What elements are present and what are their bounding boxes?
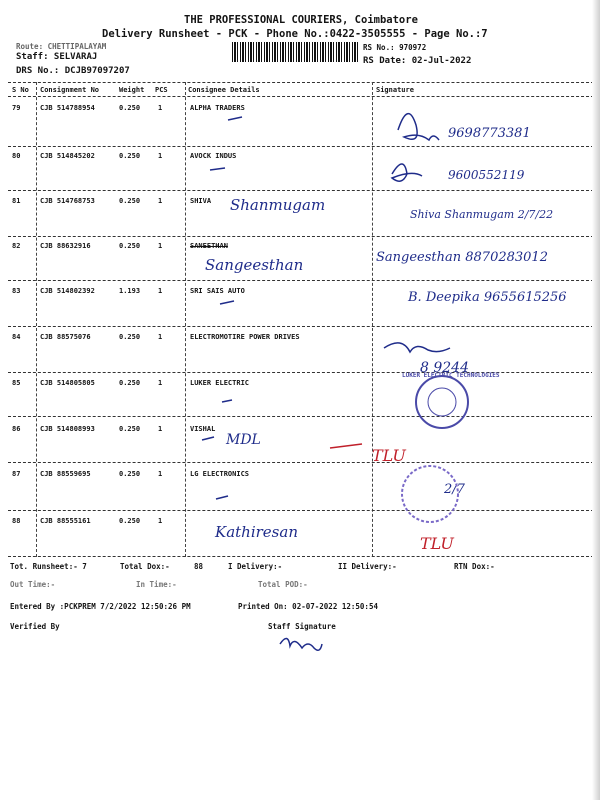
sno: 84: [12, 333, 21, 341]
verified-by: Verified By: [10, 622, 60, 631]
weight: 1.193: [119, 287, 141, 295]
col-consignment: Consignment No: [40, 86, 100, 94]
sno: 79: [12, 104, 21, 112]
consignee: LUKER ELECTRIC: [190, 379, 250, 387]
rtn-dox: RTN Dox:-: [454, 562, 495, 571]
pcs: 1: [158, 470, 163, 478]
company-title: THE PROFESSIONAL COURIERS, Coimbatore: [184, 14, 418, 26]
weight: 0.250: [119, 425, 141, 433]
col-pcs: PCS: [155, 86, 168, 94]
consignee: VISHAL: [190, 425, 216, 433]
pcs: 1: [158, 517, 163, 525]
consignment-no: CJB 88559695: [40, 470, 91, 478]
signature-scribble: [398, 114, 439, 140]
i-delivery: I Delivery:-: [228, 562, 283, 571]
consignment-no: CJB 514802392: [40, 287, 95, 295]
sno: 82: [12, 242, 21, 250]
company-stamp: [416, 376, 468, 428]
handwritten-name: Shanmugam: [230, 196, 326, 214]
pcs: 1: [158, 379, 163, 387]
total-pod: Total POD:-: [258, 580, 308, 589]
staff: Staff: SELVARAJ: [16, 52, 98, 62]
consignment-no: CJB 88555161: [40, 517, 91, 525]
tick-mark: [228, 117, 242, 120]
sno: 88: [12, 517, 21, 525]
weight: 0.250: [119, 104, 141, 112]
consignee: LG ELECTRONICS: [190, 470, 250, 478]
col-signature: Signature: [376, 86, 414, 94]
sno: 87: [12, 470, 21, 478]
consignee: ALPHA TRADERS: [190, 104, 245, 112]
consignment-no: CJB 514788954: [40, 104, 95, 112]
consignment-no: CJB 88632916: [40, 242, 91, 250]
out-time: Out Time:-: [10, 580, 56, 589]
sno: 83: [12, 287, 21, 295]
tick-mark: [222, 400, 232, 402]
tick-mark: [202, 437, 214, 440]
stamp-text: LUKER ELECTRIC TECHNOLOGIES: [402, 372, 500, 379]
pcs: 1: [158, 152, 163, 160]
tick-mark: [216, 496, 228, 499]
signature-phone: 9698773381: [448, 126, 531, 141]
ii-delivery: II Delivery:-: [338, 562, 397, 571]
weight: 0.250: [119, 379, 141, 387]
pcs: 1: [158, 104, 163, 112]
weight: 0.250: [119, 242, 141, 250]
consignment-no: CJB 88575076: [40, 333, 91, 341]
consignee: SANEETHAN: [190, 242, 228, 250]
runsheet-subtitle: Delivery Runsheet - PCK - Phone No.:0422-3505555 - Page No.:7: [102, 28, 488, 40]
consignment-no: CJB 514808993: [40, 425, 95, 433]
scan-edge: [592, 0, 600, 800]
col-weight: Weight: [119, 86, 145, 94]
weight: 0.250: [119, 470, 141, 478]
printed-on: Printed On: 02-07-2022 12:50:54: [238, 602, 378, 611]
staff-signature-scribble: [280, 638, 322, 650]
total-dox-value: 88: [194, 562, 204, 571]
consignee: SHIVA: [190, 197, 212, 205]
signature-phone: 9600552119: [448, 168, 525, 182]
weight: 0.250: [119, 197, 141, 205]
sno: 86: [12, 425, 21, 433]
drs-number: DRS No.: DCJB97097207: [16, 66, 130, 76]
red-mark: [330, 444, 362, 448]
pcs: 1: [158, 242, 163, 250]
consignee: AVOCK INDUS: [190, 152, 237, 160]
consignment-no: CJB 514805805: [40, 379, 95, 387]
signature-phone: Sangeesthan 8870283012: [376, 250, 548, 265]
signature-phone: 8 9244: [420, 360, 469, 376]
weight: 0.250: [119, 517, 141, 525]
signature-phone: TLU: [420, 534, 454, 553]
entered-by: Entered By :PCKPREM 7/2/2022 12:50:26 PM: [10, 602, 191, 611]
col-consignee: Consignee Details: [188, 86, 260, 94]
signature-phone: 2/7: [444, 482, 465, 497]
route: Route: CHETTIPALAYAM: [16, 42, 107, 51]
pcs: 1: [158, 333, 163, 341]
sno: 81: [12, 197, 21, 205]
pcs: 1: [158, 425, 163, 433]
company-stamp: [402, 466, 458, 522]
signature-phone: B. Deepika 9655615256: [408, 290, 567, 305]
signature-scribble: [384, 343, 450, 352]
signature-phone: Shiva Shanmugam 2/7/22: [410, 208, 554, 221]
rs-number: RS No.: 970972: [363, 43, 427, 52]
sno: 80: [12, 152, 21, 160]
in-time: In Time:-: [136, 580, 177, 589]
tick-mark: [220, 301, 234, 304]
sno: 85: [12, 379, 21, 387]
handwritten-name: MDL: [226, 432, 261, 448]
weight: 0.250: [119, 152, 141, 160]
consignee: ELECTROMOTIRE POWER DRIVES: [190, 333, 300, 341]
col-sno: S No: [12, 86, 29, 94]
consignment-no: CJB 514845202: [40, 152, 95, 160]
pcs: 1: [158, 197, 163, 205]
signature-scribble: [392, 164, 422, 181]
total-dox-label: Total Dox:-: [120, 562, 170, 571]
rs-date: RS Date: 02-Jul-2022: [363, 56, 472, 66]
tick-mark: [210, 168, 225, 170]
consignment-no: CJB 514768753: [40, 197, 95, 205]
tot-runsheet: Tot. Runsheet:- 7: [10, 562, 87, 571]
pcs: 1: [158, 287, 163, 295]
weight: 0.250: [119, 333, 141, 341]
consignee: SRI SAIS AUTO: [190, 287, 245, 295]
handwritten-name: Kathiresan: [215, 523, 298, 541]
signature-phone: TLU: [372, 446, 406, 465]
handwritten-name: Sangeesthan: [205, 256, 304, 274]
company-stamp-inner: [428, 388, 456, 416]
staff-signature: Staff Signature: [268, 622, 336, 631]
